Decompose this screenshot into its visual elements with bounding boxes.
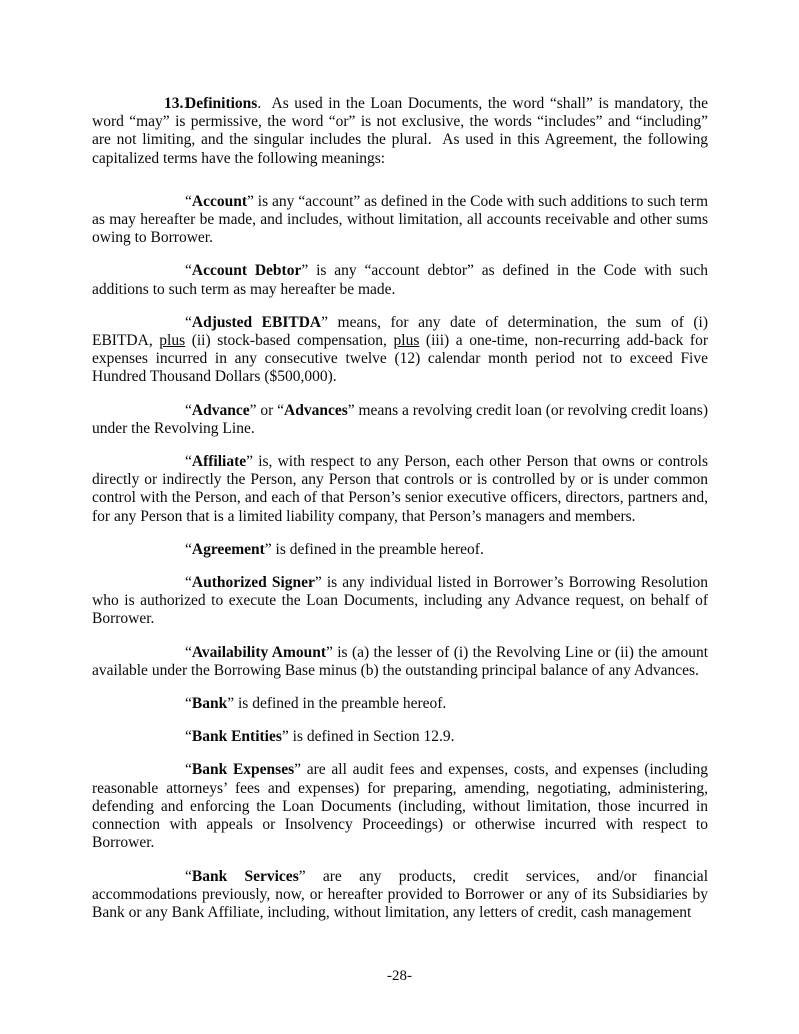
text-run: “ bbox=[185, 192, 192, 210]
text-run: (ii) stock-based compensation, bbox=[185, 332, 394, 350]
text-run: ” is (a) the lesser of (i) the Revolving Line or (ii) the amount available under the Borrowing Base minus (b) the outstanding principal balance of any Advances. bbox=[92, 643, 709, 679]
defined-term: Adjusted EBITDA bbox=[191, 313, 322, 331]
defined-term: Availability Amount bbox=[191, 643, 327, 661]
text-run: “ bbox=[185, 313, 192, 331]
defined-term: Authorized Signer bbox=[191, 574, 315, 592]
definition-authorized-signer bbox=[92, 574, 708, 629]
defined-term: Agreement bbox=[191, 540, 265, 558]
text-run: ” is defined in the preamble hereof. bbox=[227, 695, 447, 713]
definition-advance bbox=[92, 402, 708, 438]
section-number: 13.1 bbox=[164, 95, 192, 112]
text-run: “ bbox=[185, 867, 192, 885]
text-run: ” is defined in the preamble hereof. bbox=[264, 540, 484, 558]
text-run: “ bbox=[185, 540, 192, 558]
definition-availability-amount bbox=[92, 644, 708, 680]
text-run: ” is any individual listed in Borrower’s Borrowing Resolution who is authorized to execute the Loan Documents, including any Advance request, on behalf of Borrower. bbox=[92, 574, 708, 628]
defined-term: Bank Expenses bbox=[191, 761, 295, 779]
text-run: (iii) a one-time, non-recurring add-back for expenses incurred in any consecutive twelve (12) calendar month period not to exceed Five Hundred Thousand Dollars ($500,000). bbox=[92, 332, 708, 386]
defined-term: Advance bbox=[191, 401, 250, 419]
underlined-text-run: plus bbox=[393, 332, 420, 350]
text-run: “ bbox=[185, 695, 192, 713]
definition-bank bbox=[92, 695, 708, 713]
page-footer bbox=[0, 967, 799, 985]
definition-adjusted-ebitda bbox=[92, 314, 708, 387]
text-run: ” is defined in Section 12.9. bbox=[281, 728, 455, 746]
section-title: Definitions bbox=[185, 95, 258, 112]
definitions-intro-paragraph bbox=[92, 95, 708, 168]
document-body bbox=[92, 95, 708, 937]
text-run: “ bbox=[185, 574, 192, 592]
definition-account-debtor bbox=[92, 262, 708, 298]
definition-account bbox=[92, 193, 708, 248]
defined-term: Bank Services bbox=[191, 867, 299, 885]
text-run: ” means a revolving credit loan (or revolving credit loans) under the Revolving Line. bbox=[92, 401, 708, 437]
defined-term: Account Debtor bbox=[191, 262, 302, 280]
definition-affiliate bbox=[92, 453, 708, 526]
text-run: . As used in the Loan Documents, the word “shall” is mandatory, the word “may” is permissive, the word “or” is not exclusive, the words “includes” and “including” are not limiting, and the singular includes the plural. As used in this Agreement, the following capitalized terms have the following meanings: bbox=[92, 95, 708, 167]
definition-bank-entities bbox=[92, 728, 708, 746]
text-run: ” are any products, credit services, and/or financial accommodations previously, now, or hereafter provided to Borrower or any of its Subsidiaries by Bank or any Bank Affiliate, including, without limitation, any letters of credit, cash management bbox=[92, 867, 708, 921]
defined-term: Advances bbox=[284, 401, 348, 419]
text-run: “ bbox=[185, 728, 192, 746]
underlined-text-run: plus bbox=[159, 332, 186, 350]
text-run: “ bbox=[185, 262, 192, 280]
definition-bank-expenses bbox=[92, 761, 708, 852]
text-run: ” or “ bbox=[249, 401, 285, 419]
defined-term: Bank bbox=[191, 695, 228, 713]
definition-bank-services bbox=[92, 868, 708, 923]
page-number: -28- bbox=[387, 968, 412, 984]
text-run: ” means, for any date of determination, the sum of (i) EBITDA, bbox=[92, 313, 708, 350]
text-run: “ bbox=[185, 761, 192, 779]
text-run: ” is any “account” as defined in the Code with such additions to such term as may hereafter be made, and includes, without limitation, all accounts receivable and other sums owing to Borrower. bbox=[92, 192, 708, 247]
text-run: “ bbox=[185, 401, 192, 419]
text-run: ” is, with respect to any Person, each other Person that owns or controls directly or indirectly the Person, any Person that controls or is controlled by or is under common control with the Person, and each of that Person’s senior executive officers, directors, partners and, for any Person that is a limited liability company, that Person’s managers and members. bbox=[92, 453, 708, 525]
text-run: “ bbox=[185, 453, 192, 471]
text-run: “ bbox=[185, 643, 192, 661]
text-run: ” are all audit fees and expenses, costs, and expenses (including reasonable attorneys’ fees and expenses) for preparing, amending, negotiating, administering, defending and enforcing the Loan Documents (including, without limitation, those incurred in connection with appeals or Insolvency Proceedings) or otherwise incurred with respect to Borrower. bbox=[92, 761, 708, 852]
definition-agreement bbox=[92, 541, 708, 559]
defined-term: Bank Entities bbox=[191, 728, 282, 746]
text-run: ” is any “account debtor” as defined in the Code with such additions to such term as may hereafter be made. bbox=[92, 262, 708, 298]
defined-term: Affiliate bbox=[191, 453, 247, 471]
defined-term: Account bbox=[191, 192, 247, 210]
